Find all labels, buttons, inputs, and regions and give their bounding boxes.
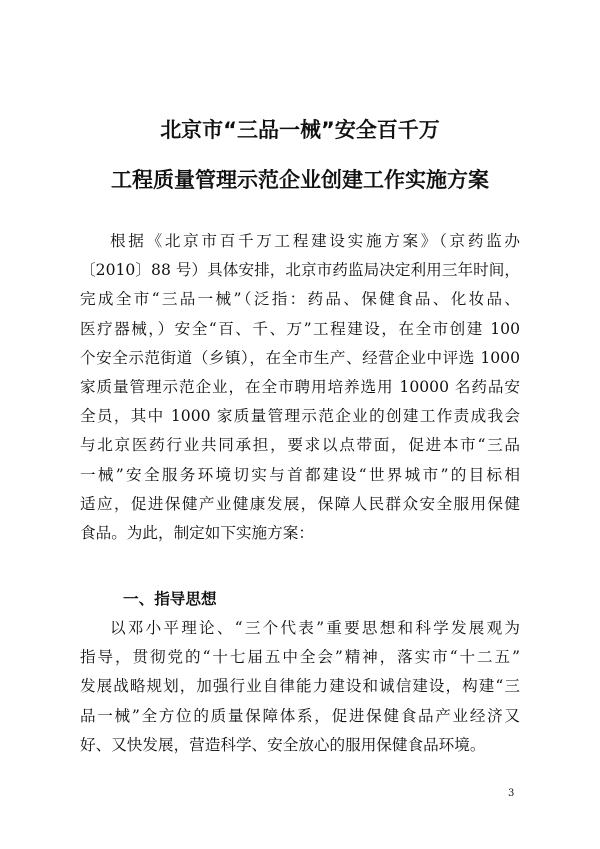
paragraph-1-line: 适应，促进保健产业健康发展，保障人民群众安全服用保健 <box>80 494 520 513</box>
paragraph-2 <box>80 614 520 760</box>
paragraph-2-line: 品一械”全方位的质量保障体系，促进保健食品产业经济又 <box>80 706 520 725</box>
paragraph-1-line: 医疗器械，）安全“百、千、万”工程建设，在全市创建 100 <box>80 319 520 338</box>
document-title-line-1: 北京市“三品一械”安全百千万 <box>160 118 440 142</box>
page-number: 3 <box>508 788 515 799</box>
paragraph-2-line: 发展战略规划，加强行业自律能力建设和诚信建设，构建“三 <box>80 677 520 696</box>
paragraph-1-line: 家质量管理示范企业，在全市聘用培养选用 10000 名药品安 <box>80 377 520 396</box>
paragraph-1-line: 与北京医药行业共同承担，要求以点带面，促进本市“三品 <box>80 436 520 455</box>
paragraph-1-line: 根据《北京市百千万工程建设实施方案》（京药监办 <box>110 232 520 250</box>
paragraph-1-line: 个安全示范街道（乡镇），在全市生产、经营企业中评选 1000 <box>80 348 520 367</box>
document-title-line-2: 工程质量管理示范企业创建工作实施方案 <box>111 168 489 192</box>
paragraph-1-line: 全员，其中 1000 家质量管理示范企业的创建工作责成我会 <box>80 407 520 426</box>
paragraph-1-line: 〔2010〕88 号）具体安排，北京市药监局决定利用三年时间， <box>80 261 520 280</box>
paragraph-1-line: 完成全市“三品一械”（泛指：药品、保健食品、化妆品、 <box>80 290 520 309</box>
paragraph-2-line: 以邓小平理论、“三个代表”重要思想和科学发展观为 <box>110 619 520 637</box>
section-heading-guiding-ideology: 一、指导思想 <box>123 590 217 608</box>
paragraph-1 <box>80 227 520 548</box>
paragraph-1-line: 一械”安全服务环境切实与首都建设“世界城市”的目标相 <box>80 465 520 484</box>
paragraph-2-line: 好、又快发展，营造科学、安全放心的服用保健食品环境。 <box>80 735 486 754</box>
paragraph-2-line: 指导，贯彻党的“十七届五中全会”精神，落实市“十二五” <box>80 648 520 667</box>
paragraph-1-line: 食品。为此，制定如下实施方案： <box>80 523 314 542</box>
